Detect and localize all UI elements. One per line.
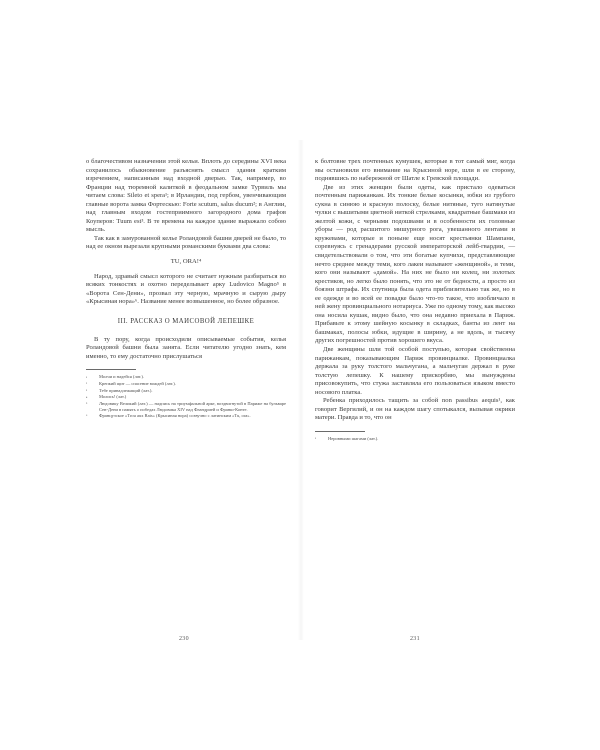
book-gutter	[298, 140, 304, 640]
footnote-text: Молчи и надейся (лат.).	[99, 374, 144, 380]
right-paragraph-1: к болтовне трех почтенных кумушек, которые в тот самый миг, когда мы остановили его внимание на Крысиной норе, шли в ее сторону, поднявшись по набережной от Шатле к Гревской площади.	[315, 158, 515, 183]
footnote-mark: ⁴	[86, 395, 88, 400]
footnote-text: Французское «Trou aux Rats» (Крысиная нора) созвучно с латинским «Tu, ora».	[99, 412, 251, 418]
footnote-text: Крепкий щит — спасение вождей (лат.).	[99, 380, 176, 386]
right-paragraph-4: Ребенка приходилось тащить за собой non passibus aequis¹, как говорит Вергилий, и он на каждом шагу спотыкался, вызывая окрики матери. Правда и то, что он	[315, 397, 515, 422]
right-paragraph-3: Две женщины шли той особой поступью, которая свойственна парижанкам, показывающим Париж провинциалке. Провинциалка держала за руку толстого мальчугана, а мальчуган держал в руке толстую лепешку. К нашему прискорбию, мы вынуждены присовокупить, что стужа заставляла его пользоваться языком вместо носового платка.	[315, 346, 515, 396]
footnote-text: Людовику Великий (лат.) — надпись на триумфальной арке, воздвигнутой в Париже на бульваре Сен-Дени в память о победах Людовика XIV над Фландрией и Франш-Конте.	[99, 400, 286, 412]
page-number-right: 231	[410, 636, 420, 642]
footnote-text: Неровными шагами (лат.).	[328, 435, 379, 441]
footnote-mark: ¹	[86, 375, 88, 380]
footnote-text: Тебе принадлежащий (лат.).	[99, 387, 153, 393]
page-number-left: 230	[179, 636, 189, 642]
left-paragraph-2: Так как в замурованной келье Роландовой башни дверей не было, то над ее окном вырезали крупными романскими буквами два слова:	[86, 234, 286, 251]
footnote	[86, 374, 286, 381]
right-page	[315, 158, 515, 626]
footnote	[86, 394, 286, 401]
right-footnotes	[315, 436, 515, 443]
footnote-mark: ¹	[315, 437, 317, 442]
left-paragraph-1: о благочестивом назначении этой кельи. Вплоть до середины XVI века сохранилось обыкновение разъяснять смысл здания кратким изречением, написанным над входной дверью. Так, например, во Франции над тюремной калиткой в феодальном замке Турвиль мы читаем слова: Sileto et spera¹; в Ирландии, под гербом, увенчивающим главные ворота замка Фортескью: Forte scutum, salus ducum²; в Англии, над главным входом гостеприимного загородного дома графов Коуперов: Tuum est³. В те времена на каждое здание выражало собою мысль.	[86, 158, 286, 234]
footnote	[315, 436, 515, 443]
inscription-motto: TU, ORA!⁴	[170, 258, 202, 266]
chapter-heading: III. РАССКАЗ О МАИСОВОЙ ЛЕПЕШКЕ	[117, 317, 255, 325]
left-paragraph-3: Народ, здравый смысл которого не считает нужным разбираться во всяких тонкостях и охотно переделывает арку Ludovico Magno⁵ в «Ворота Сен-Дени», прозвал эту черную, мрачную и сырую дыру «Крысиная нора»⁶. Название менее возвышенное, но более образное.	[86, 272, 286, 306]
footnote-mark: ⁵	[86, 402, 88, 407]
right-paragraph-2: Две из этих женщин были одеты, как пристало одеваться почтенным парижанкам. Их тонкие белые косынки, юбки из грубого сукна в синюю и красную полоску, белые нитяные, туго натянутые чулки с вышитыми цветной ниткой стрелками, квадратные башмаки из желтой кожи, с черными подошвами и в особенности их головные уборы — род расшитого мишурного рога, увешанного лентами и кружевами, которые и поныне еще носят крестьянки Шампани, соревнуясь с гренадерами русской императорской лейб-гвардии, — свидетельствовали о том, что эти богатые купчихи, представляющие нечто среднее между теми, кого лакеи называют «женщиной», и теми, кого они называют «дамой». На них не было ни колец, ни золотых крестиков, но легко было понять, что это не от бедности, а просто из боязни штрафа. Их спутница была одета приблизительно так же, но в ее одежде и во всей ее повадке было что-то такое, что изобличало в ней жену провинциального нотариуса. Уже по одному тому, как высоко она носила кушак, видно было, что она недавно приехала в Париж. Прибавьте к этому шейную косынку в складках, банты из лент на башмаках, полосы юбки, идущие в ширину, а не вдоль, и тысячу других погрешностей против хорошего вкуса.	[315, 183, 515, 345]
left-paragraph-4: В ту пору, когда происходили описываемые события, келья Роландовой башни была занята. Если читателю угодно знать, кем именно, то ему достаточно прислушаться	[86, 335, 286, 360]
left-footnotes	[86, 374, 286, 419]
footnote-rule	[86, 369, 136, 370]
footnote-rule	[315, 431, 365, 432]
footnote-mark: ²	[86, 382, 88, 387]
footnote-mark: ³	[86, 389, 88, 394]
footnote	[86, 381, 286, 388]
footnote	[86, 413, 286, 420]
footnote-text: Молись! (лат.)	[99, 394, 127, 400]
left-page	[86, 158, 286, 626]
footnote-mark: ⁶	[86, 414, 88, 419]
footnote	[86, 388, 286, 395]
footnote	[86, 401, 286, 413]
